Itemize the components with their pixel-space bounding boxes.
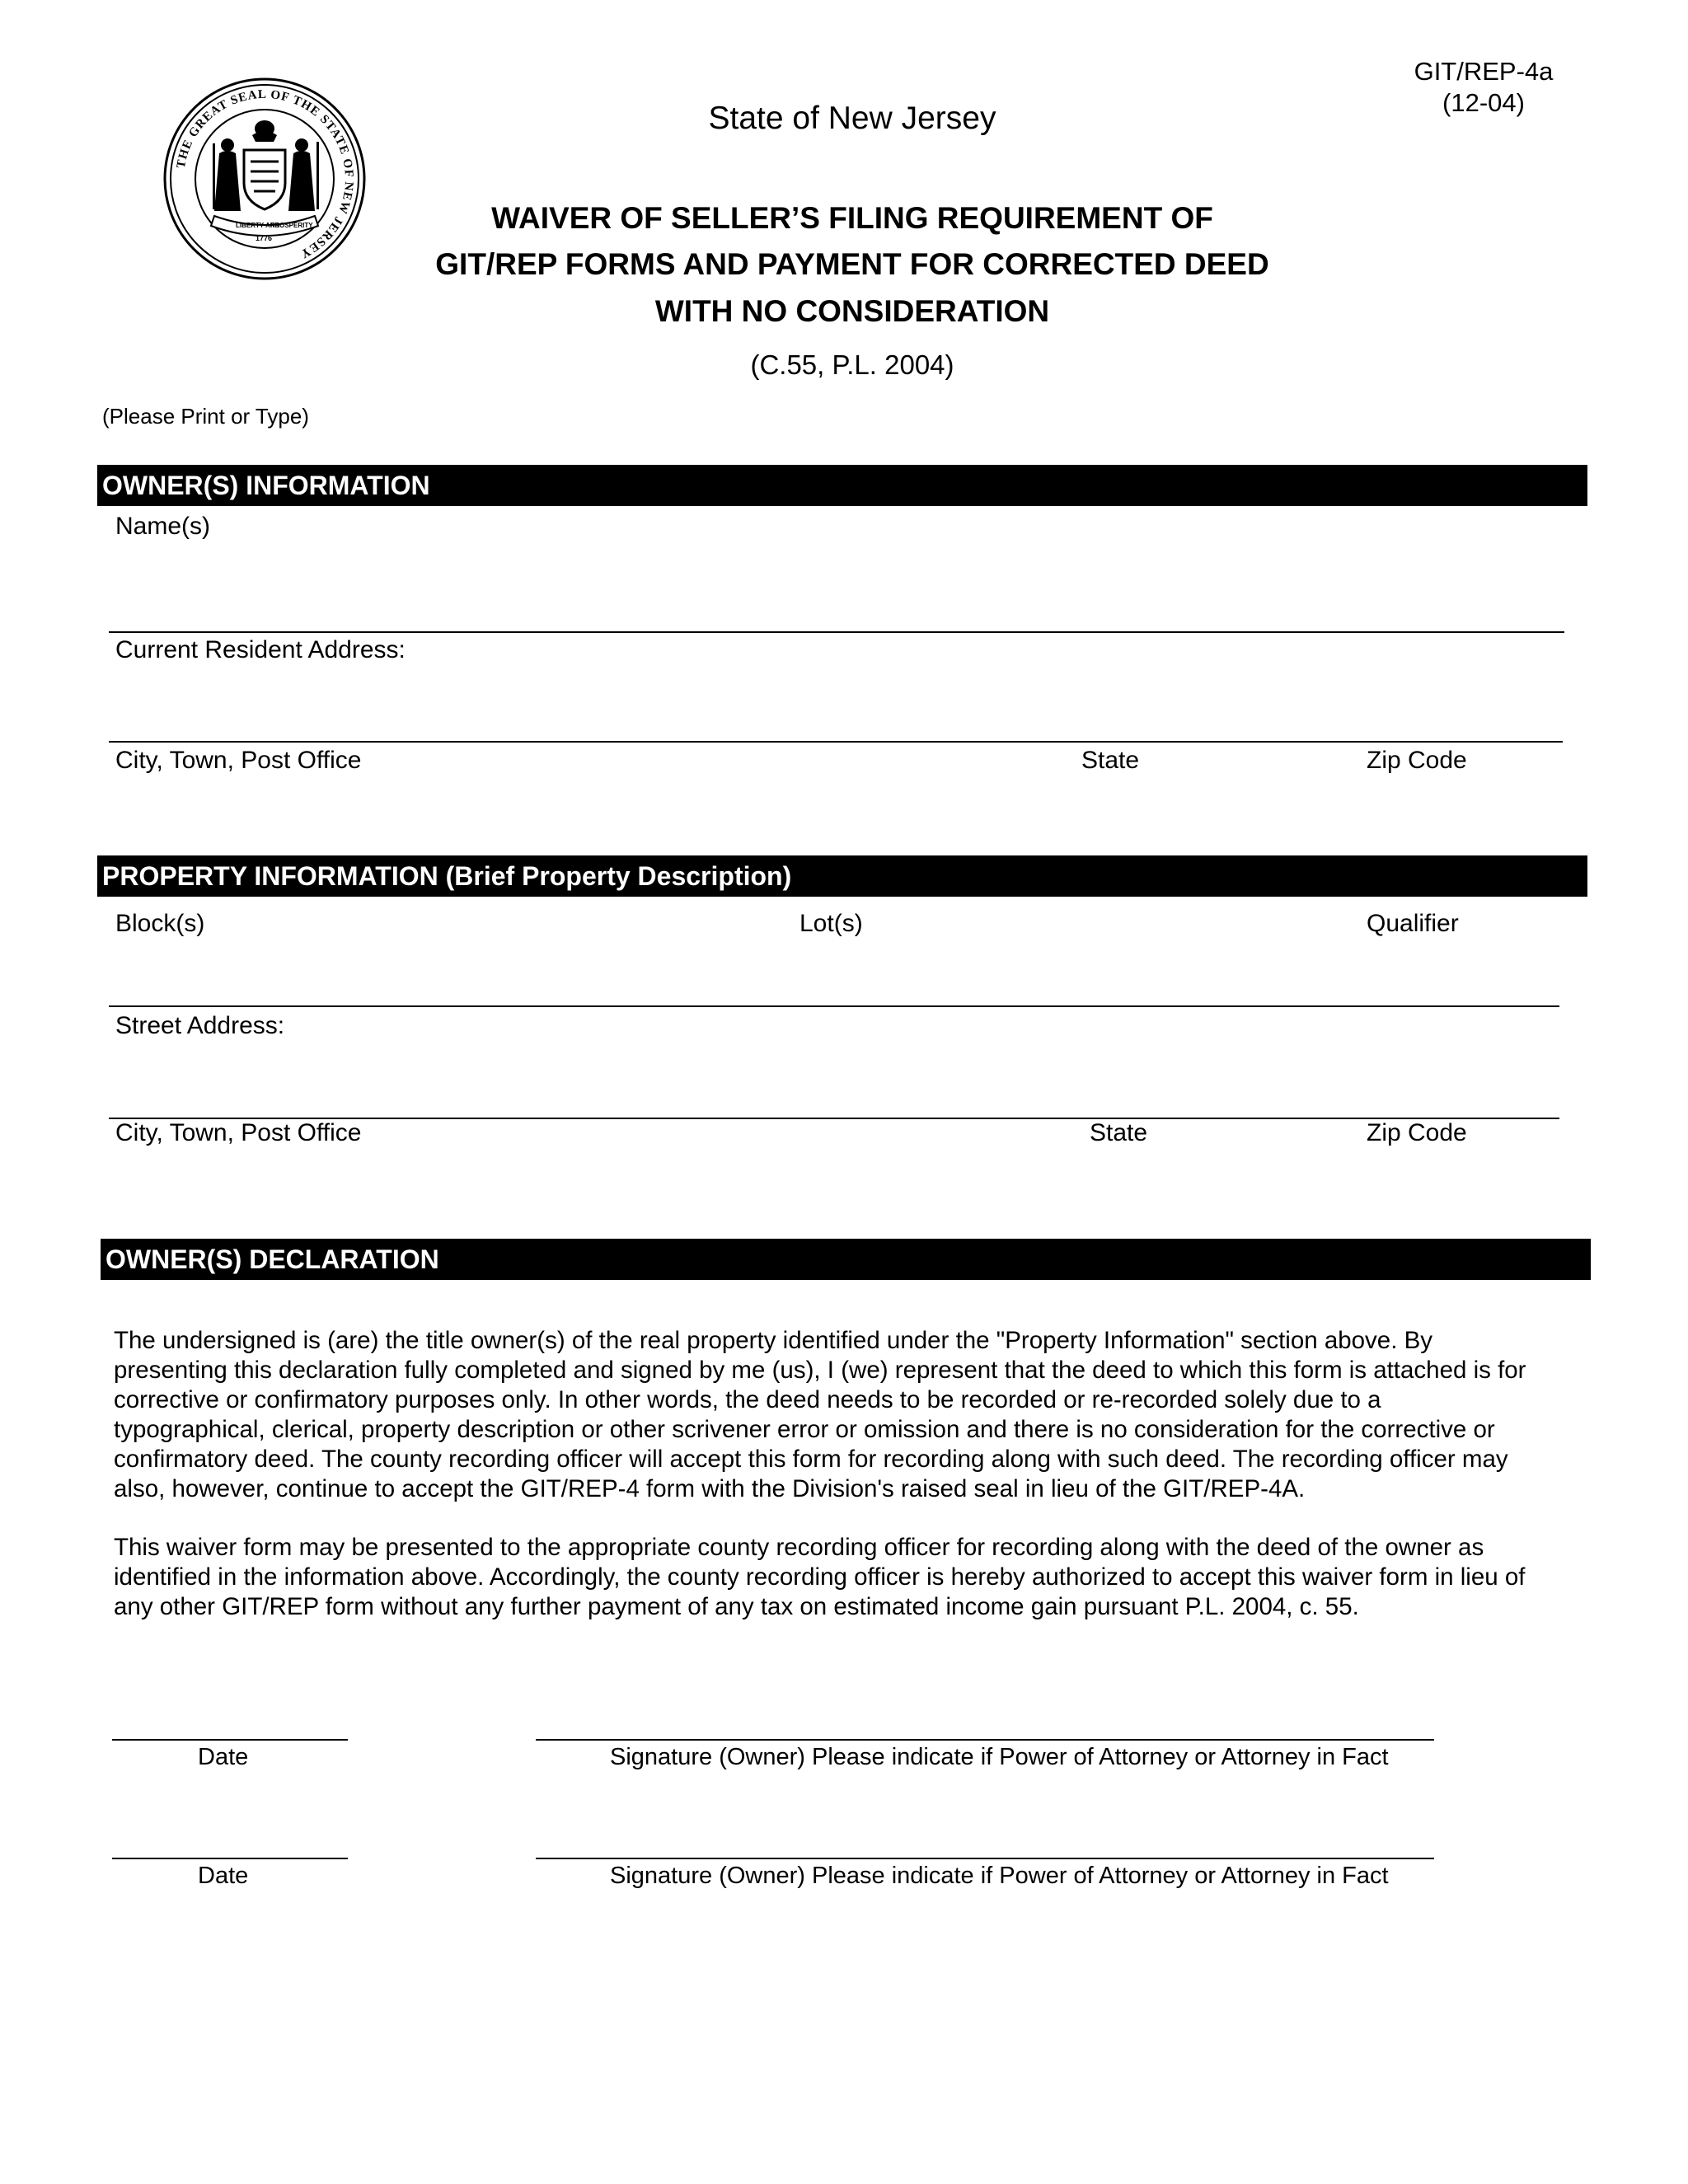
date-label-1: Date [198, 1744, 249, 1770]
declaration-p2-line-1: This waiver form may be presented to the appropriate county recording officer for recording along with the deed of the owner as [114, 1534, 1484, 1561]
declaration-paragraph-1 [114, 1326, 1589, 1504]
form-title-line-1: WAIVER OF SELLER’S FILING REQUIREMENT OF [491, 201, 1213, 235]
signature-label-1: Signature (Owner) Please indicate if Power of Attorney or Attorney in Fact [610, 1744, 1389, 1770]
declaration-p1-line-1: The undersigned is (are) the title owner(s) of the real property identified under the "Property Information" section above. By [114, 1327, 1433, 1354]
seal-banner-left: LIBERTY AND [236, 222, 280, 229]
signature-field-1[interactable] [536, 1739, 1434, 1741]
property-state-label: State [1090, 1119, 1148, 1146]
property-lot-label: Lot(s) [799, 910, 863, 937]
property-qualifier-label: Qualifier [1367, 910, 1459, 937]
declaration-paragraph-2 [114, 1533, 1589, 1622]
owners-section-heading: OWNER(S) INFORMATION [97, 465, 1587, 506]
owner-names-label: Name(s) [115, 513, 211, 540]
declaration-p2-line-2: identified in the information above. Accordingly, the county recording officer is hereby authorized to accept this waiver form in lieu of [114, 1563, 1526, 1591]
form-number: GIT/REP-4a [1414, 57, 1554, 86]
property-city-label: City, Town, Post Office [115, 1119, 362, 1146]
declaration-p2-line-3: any other GIT/REP form without any further payment of any tax on estimated income gain pursuant P.L. 2004, c. 55. [114, 1593, 1359, 1620]
date-field-2[interactable] [112, 1858, 348, 1859]
date-label-2: Date [198, 1863, 249, 1889]
form-title-line-3: WITH NO CONSIDERATION [654, 294, 1050, 328]
date-field-1[interactable] [112, 1739, 348, 1741]
form-revision: (12-04) [1442, 88, 1525, 117]
owner-address-field[interactable] [109, 741, 1563, 743]
declaration-p1-line-2: presenting this declaration fully completed and signed by me (us), I (we) represent that the deed to which this form is attached is for [114, 1357, 1526, 1384]
owner-state-label: State [1081, 747, 1140, 774]
form-title-line-2: GIT/REP FORMS AND PAYMENT FOR CORRECTED DEED [435, 247, 1269, 281]
seal-banner-right: PROSPERITY [270, 222, 313, 229]
form-citation: (C.55, P.L. 2004) [750, 349, 954, 380]
seal-ring-text: THE GREAT SEAL OF THE STATE OF NEW JERSEY [174, 87, 356, 261]
property-block-lot-field[interactable] [109, 1005, 1559, 1007]
declaration-p1-line-3: corrective or confirmatory purposes only. In other words, the deed needs to be recorded or re-recorded solely due to a [114, 1386, 1381, 1413]
property-section-heading: PROPERTY INFORMATION (Brief Property Description) [97, 855, 1587, 897]
declaration-section-heading: OWNER(S) DECLARATION [101, 1239, 1591, 1280]
print-instruction: (Please Print or Type) [102, 404, 309, 429]
owner-names-field[interactable] [109, 631, 1564, 633]
declaration-p1-line-6: also, however, continue to accept the GIT/REP-4 form with the Division's raised seal in lieu of the GIT/REP-4A. [114, 1475, 1306, 1502]
state-name: State of New Jersey [708, 101, 996, 136]
owner-address-label: Current Resident Address: [115, 636, 406, 663]
seal-year: 1776 [256, 234, 273, 242]
property-street-label: Street Address: [115, 1012, 285, 1039]
property-block-label: Block(s) [115, 910, 205, 937]
declaration-p1-line-4: typographical, clerical, property description or other scrivener error or omission and there is no consideration for the corrective or [114, 1416, 1495, 1443]
owner-city-label: City, Town, Post Office [115, 747, 362, 774]
signature-field-2[interactable] [536, 1858, 1434, 1859]
owner-zip-label: Zip Code [1367, 747, 1467, 774]
signature-label-2: Signature (Owner) Please indicate if Power of Attorney or Attorney in Fact [610, 1863, 1389, 1889]
property-zip-label: Zip Code [1367, 1119, 1467, 1146]
declaration-p1-line-5: confirmatory deed. The county recording officer will accept this form for recording along with such deed. The recording officer may [114, 1446, 1508, 1473]
